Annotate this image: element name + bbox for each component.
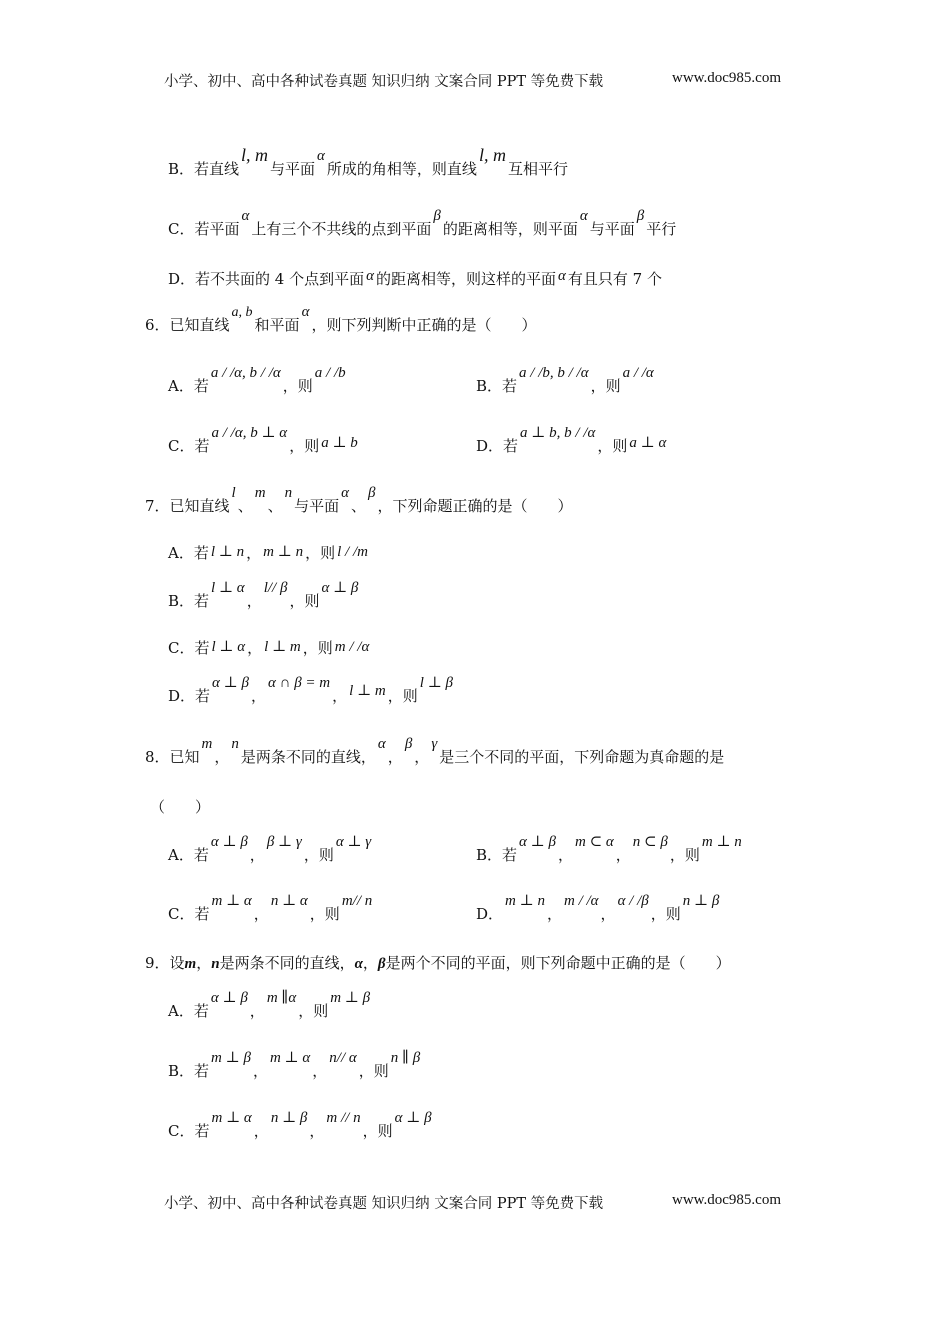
header-url[interactable]: www.doc985.com: [672, 70, 782, 86]
question-6-stem: 6．已知直线a, b和平面α，则下列判断中正确的是（ ）: [145, 304, 537, 334]
q9-option-a: A．若α ⊥ β，m ∥α，则m ⊥ β: [168, 990, 371, 1020]
q8-answer-paren: （ ）: [150, 798, 211, 816]
q5-option-d: D．若不共面的 4 个点到平面 α 的距离相等，则这样的平面 α 有且只有 7 个: [168, 268, 662, 288]
q7-option-a: A．若 l ⊥ n ， m ⊥ n ，则 l / /m: [168, 544, 368, 562]
q7-option-b: B．若l ⊥ α，l// β，则α ⊥ β: [168, 580, 359, 610]
q9-option-c: C．若m ⊥ α，n ⊥ β，m // n，则α ⊥ β: [168, 1110, 432, 1140]
header-text: 小学、初中、高中各种试卷真题 知识归纳 文案合同 PPT 等免费下载: [164, 74, 604, 90]
q7-option-c: C．若 l ⊥ α ， l ⊥ m ，则 m / /α: [168, 639, 370, 657]
page-header: [164, 70, 804, 91]
q6-option-d: D．若a ⊥ b, b / /α，则 a ⊥ α: [476, 425, 667, 455]
q5-option-b: B．若直线l, m与平面α所成的角相等，则直线l, m互相平行: [168, 145, 568, 178]
q8-option-d: D．m ⊥ n，m / /α，α / /β，则n ⊥ β: [476, 893, 720, 923]
footer-url[interactable]: www.doc985.com: [672, 1192, 782, 1208]
q9-option-b: B．若m ⊥ β，m ⊥ α，n// α，则n ∥ β: [168, 1050, 421, 1080]
question-7-stem: 7．已知直线l、m、n与平面α、β，下列命题正确的是（ ）: [145, 485, 573, 515]
q6-option-c: C．若a / /α, b ⊥ α，则 a ⊥ b: [168, 425, 358, 455]
q8-option-b: B．若α ⊥ β，m ⊂ α，n ⊂ β，则m ⊥ n: [476, 834, 742, 864]
question-9-stem: 9．设m，n是两条不同的直线，α，β是两个不同的平面，则下列命题中正确的是（ ）: [145, 954, 731, 972]
q7-option-d: D．若α ⊥ β，α ∩ β = m， l ⊥ m ，则l ⊥ β: [168, 675, 454, 705]
page-footer: [164, 1192, 804, 1213]
question-8-stem: 8．已知m，n是两条不同的直线，α，β，γ是三个不同的平面，下列命题为真命题的是: [145, 736, 725, 766]
q8-option-a: A．若α ⊥ β，β ⊥ γ，则α ⊥ γ: [168, 834, 372, 864]
q5-option-c: C．若平面α上有三个不共线的点到平面β的距离相等，则平面α与平面β平行: [168, 208, 677, 238]
q6-option-b: B．若a / /b, b / /α，则a / /α: [476, 365, 654, 395]
footer-text: 小学、初中、高中各种试卷真题 知识归纳 文案合同 PPT 等免费下载: [164, 1196, 604, 1212]
q8-option-c: C．若m ⊥ α，n ⊥ α，则m// n: [168, 893, 373, 923]
q6-option-a: A．若a / /α, b / /α，则a / /b: [168, 365, 346, 395]
